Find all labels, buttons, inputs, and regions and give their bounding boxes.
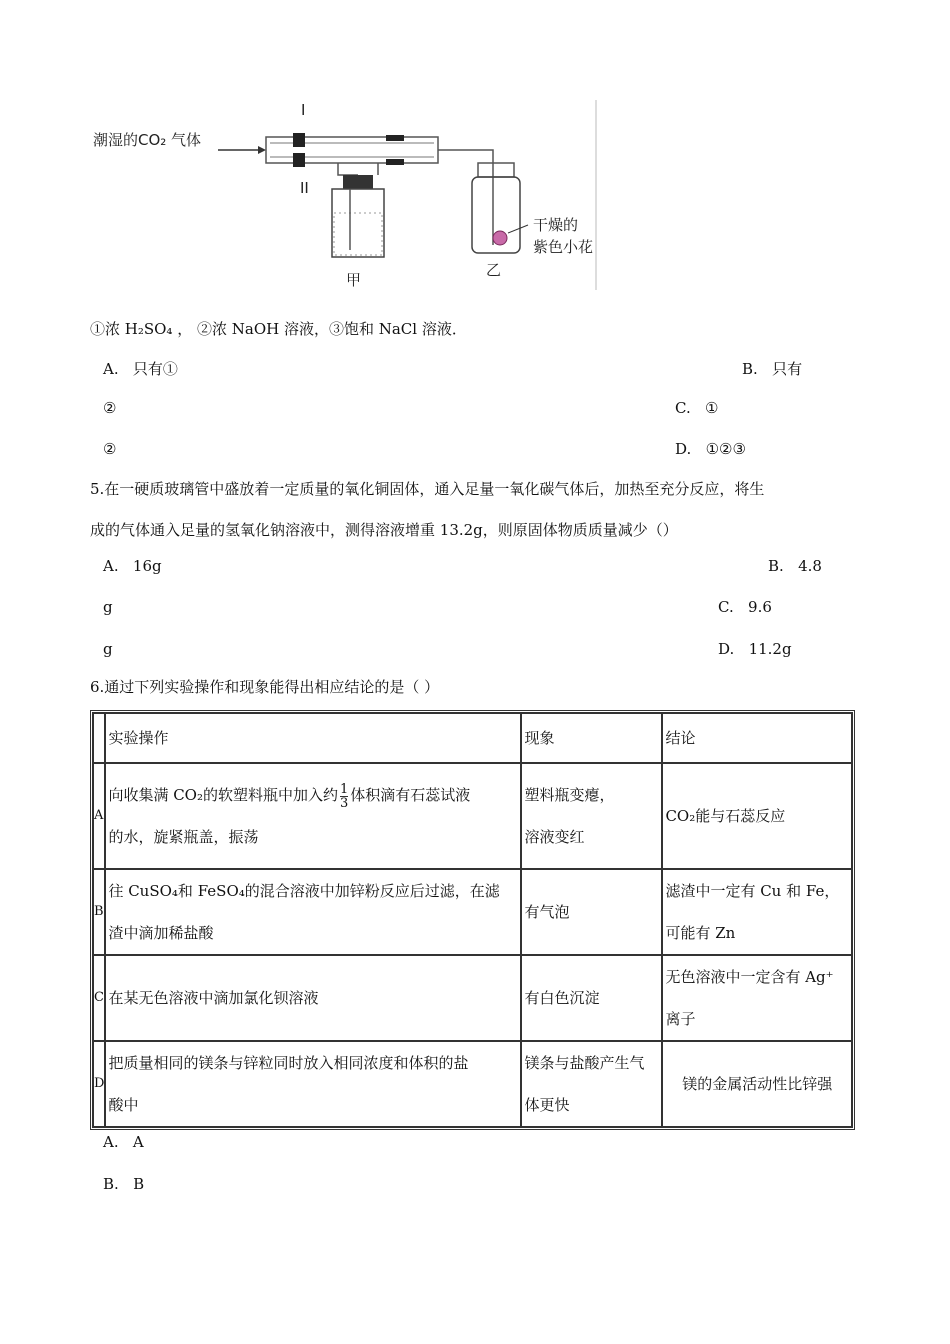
conclusion-cell xyxy=(662,763,852,869)
option-letter: D. xyxy=(675,440,692,458)
option-letter: C. xyxy=(675,399,691,417)
phenomenon-text: 镁条与盐酸产生气 xyxy=(524,1054,645,1072)
option-text: ①②③ xyxy=(705,440,746,458)
option-letter: A. xyxy=(103,1133,119,1151)
row-label-cell xyxy=(93,713,105,763)
bottle-a-stopper-icon xyxy=(343,175,373,189)
conclusion-cell xyxy=(662,955,852,1041)
valve-ii-icon xyxy=(293,153,305,167)
fraction-denominator: 3 xyxy=(340,795,349,811)
experiment-table xyxy=(90,710,855,1130)
row-label: B xyxy=(93,869,105,955)
conclusion-cell xyxy=(662,869,852,955)
option-letter: C. xyxy=(718,598,734,616)
operation-cell xyxy=(105,763,521,869)
header-operation: 实验操作 xyxy=(105,713,521,763)
q5-stem-line1: 5.在一硬质玻璃管中盛放着一定质量的氧化铜固体，通入足量一氧化碳气体后，加热至充分反应，将生 xyxy=(90,480,765,498)
phenomenon-text: 溶液变红 xyxy=(524,828,585,846)
bottle-a-label: 甲 xyxy=(346,271,362,289)
operation-text: 体积滴有石蕊试液 xyxy=(350,786,471,804)
conclusion-text: 滤渣中一定有 Cu 和 Fe， xyxy=(665,882,840,900)
operation-text: 酸中 xyxy=(108,1096,139,1114)
option-letter: B. xyxy=(768,557,784,575)
header-conclusion: 结论 xyxy=(662,713,852,763)
q4-options-line: ①浓 H₂SO₄ ， ②浓 NaOH 溶液，③饱和 NaCl 溶液． xyxy=(90,320,467,338)
q5-option-c[interactable] xyxy=(718,598,772,616)
operation-text: 向收集满 CO₂的软塑料瓶中加入约 xyxy=(108,786,338,804)
option-text: 16g xyxy=(132,557,162,575)
q4-option-b-cont: ② xyxy=(103,399,117,417)
operation-text: 渣中滴加稀盐酸 xyxy=(108,924,214,942)
phenomenon-cell xyxy=(521,955,662,1041)
q4-option-c-cont: ② xyxy=(103,440,117,458)
flower-label-2: 紫色小花 xyxy=(533,238,594,256)
valve-ii-label: II xyxy=(300,179,309,197)
q5-option-c-cont: g xyxy=(103,640,113,658)
bottle-b-label: 乙 xyxy=(486,261,502,279)
header-phenomenon: 现象 xyxy=(521,713,662,763)
option-text: ① xyxy=(705,399,719,417)
q5-option-a[interactable] xyxy=(103,557,162,575)
connector-top-icon xyxy=(386,135,404,141)
valve-i-label: I xyxy=(301,101,306,119)
valve-i-icon xyxy=(293,133,305,147)
conclusion-text: CO₂能与石蕊反应 xyxy=(665,807,786,825)
q4-option-b[interactable] xyxy=(742,358,802,379)
q6-stem: 6.通过下列实验操作和现象能得出相应结论的是（ ） xyxy=(90,678,440,696)
operation-cell xyxy=(105,869,521,955)
bottle-b-stopper-icon xyxy=(478,163,514,177)
phenomenon-cell xyxy=(521,763,662,869)
bottle-a-icon xyxy=(332,189,384,257)
option-text: 只有 xyxy=(772,360,803,378)
row-label: D xyxy=(93,1041,105,1127)
option-letter: B. xyxy=(103,1175,119,1193)
purple-flower-icon xyxy=(493,231,507,245)
q5-option-b[interactable] xyxy=(768,557,822,575)
option-text: 4.8 xyxy=(798,557,822,575)
connector-bottom-icon xyxy=(386,159,404,165)
option-letter: D. xyxy=(718,640,735,658)
table-row xyxy=(93,955,852,1041)
table-row xyxy=(93,869,852,955)
arrow-head-icon xyxy=(258,146,266,154)
conclusion-cell xyxy=(662,1041,852,1127)
conclusion-text: 镁的金属活动性比锌强 xyxy=(682,1075,833,1093)
phenomenon-cell xyxy=(521,869,662,955)
q6-option-b[interactable] xyxy=(103,1175,144,1193)
q4-option-a[interactable] xyxy=(103,358,178,379)
operation-cell xyxy=(105,955,521,1041)
conclusion-text: 可能有 Zn xyxy=(665,924,736,942)
conclusion-text: 离子 xyxy=(665,1010,696,1028)
outlet-tube xyxy=(438,150,493,245)
operation-text: 在某无色溶液中滴加氯化钡溶液 xyxy=(108,989,319,1007)
option-letter: A. xyxy=(103,360,119,378)
table-row xyxy=(93,763,852,869)
phenomenon-text: 有气泡 xyxy=(524,903,570,921)
q5-stem-line2: 成的气体通入足量的氢氧化钠溶液中，测得溶液增重 13.2g，则原固体物质质量减少（） xyxy=(90,521,678,539)
operation-text: 往 CuSO₄和 FeSO₄的混合溶液中加锌粉反应后过滤，在滤 xyxy=(108,882,500,900)
q5-option-b-cont: g xyxy=(103,598,113,616)
table-header-row xyxy=(93,713,852,763)
phenomenon-text: 体更快 xyxy=(524,1096,570,1114)
apparatus-diagram xyxy=(88,95,608,295)
operation-text: 把质量相同的镁条与锌粒同时放入相同浓度和体积的盐 xyxy=(108,1054,469,1072)
q5-option-d[interactable] xyxy=(718,640,792,658)
conclusion-text: 无色溶液中一定含有 Ag⁺ xyxy=(665,968,834,986)
fraction-numerator: 1 xyxy=(340,781,349,797)
row-label: C xyxy=(93,955,105,1041)
operation-text: 的水，旋紧瓶盖，振荡 xyxy=(108,828,259,846)
option-letter: A. xyxy=(103,557,119,575)
flower-label-1: 干燥的 xyxy=(533,216,579,234)
gas-label: 潮湿的CO₂ 气体 xyxy=(93,131,202,149)
option-text: 11.2g xyxy=(748,640,792,658)
option-text: 只有① xyxy=(132,360,178,378)
q4-option-c[interactable] xyxy=(675,399,718,417)
q4-option-d[interactable] xyxy=(675,440,746,458)
phenomenon-cell xyxy=(521,1041,662,1127)
phenomenon-text: 塑料瓶变瘪， xyxy=(524,786,615,804)
option-letter: B. xyxy=(742,360,758,378)
phenomenon-text: 有白色沉淀 xyxy=(524,989,600,1007)
table-row xyxy=(93,1041,852,1127)
option-text: 9.6 xyxy=(748,598,772,616)
option-text: B xyxy=(133,1175,145,1193)
one-third-fraction xyxy=(340,783,348,810)
row-label: A xyxy=(93,763,105,869)
option-text: A xyxy=(132,1133,144,1151)
q6-option-a[interactable] xyxy=(103,1133,144,1151)
operation-cell xyxy=(105,1041,521,1127)
